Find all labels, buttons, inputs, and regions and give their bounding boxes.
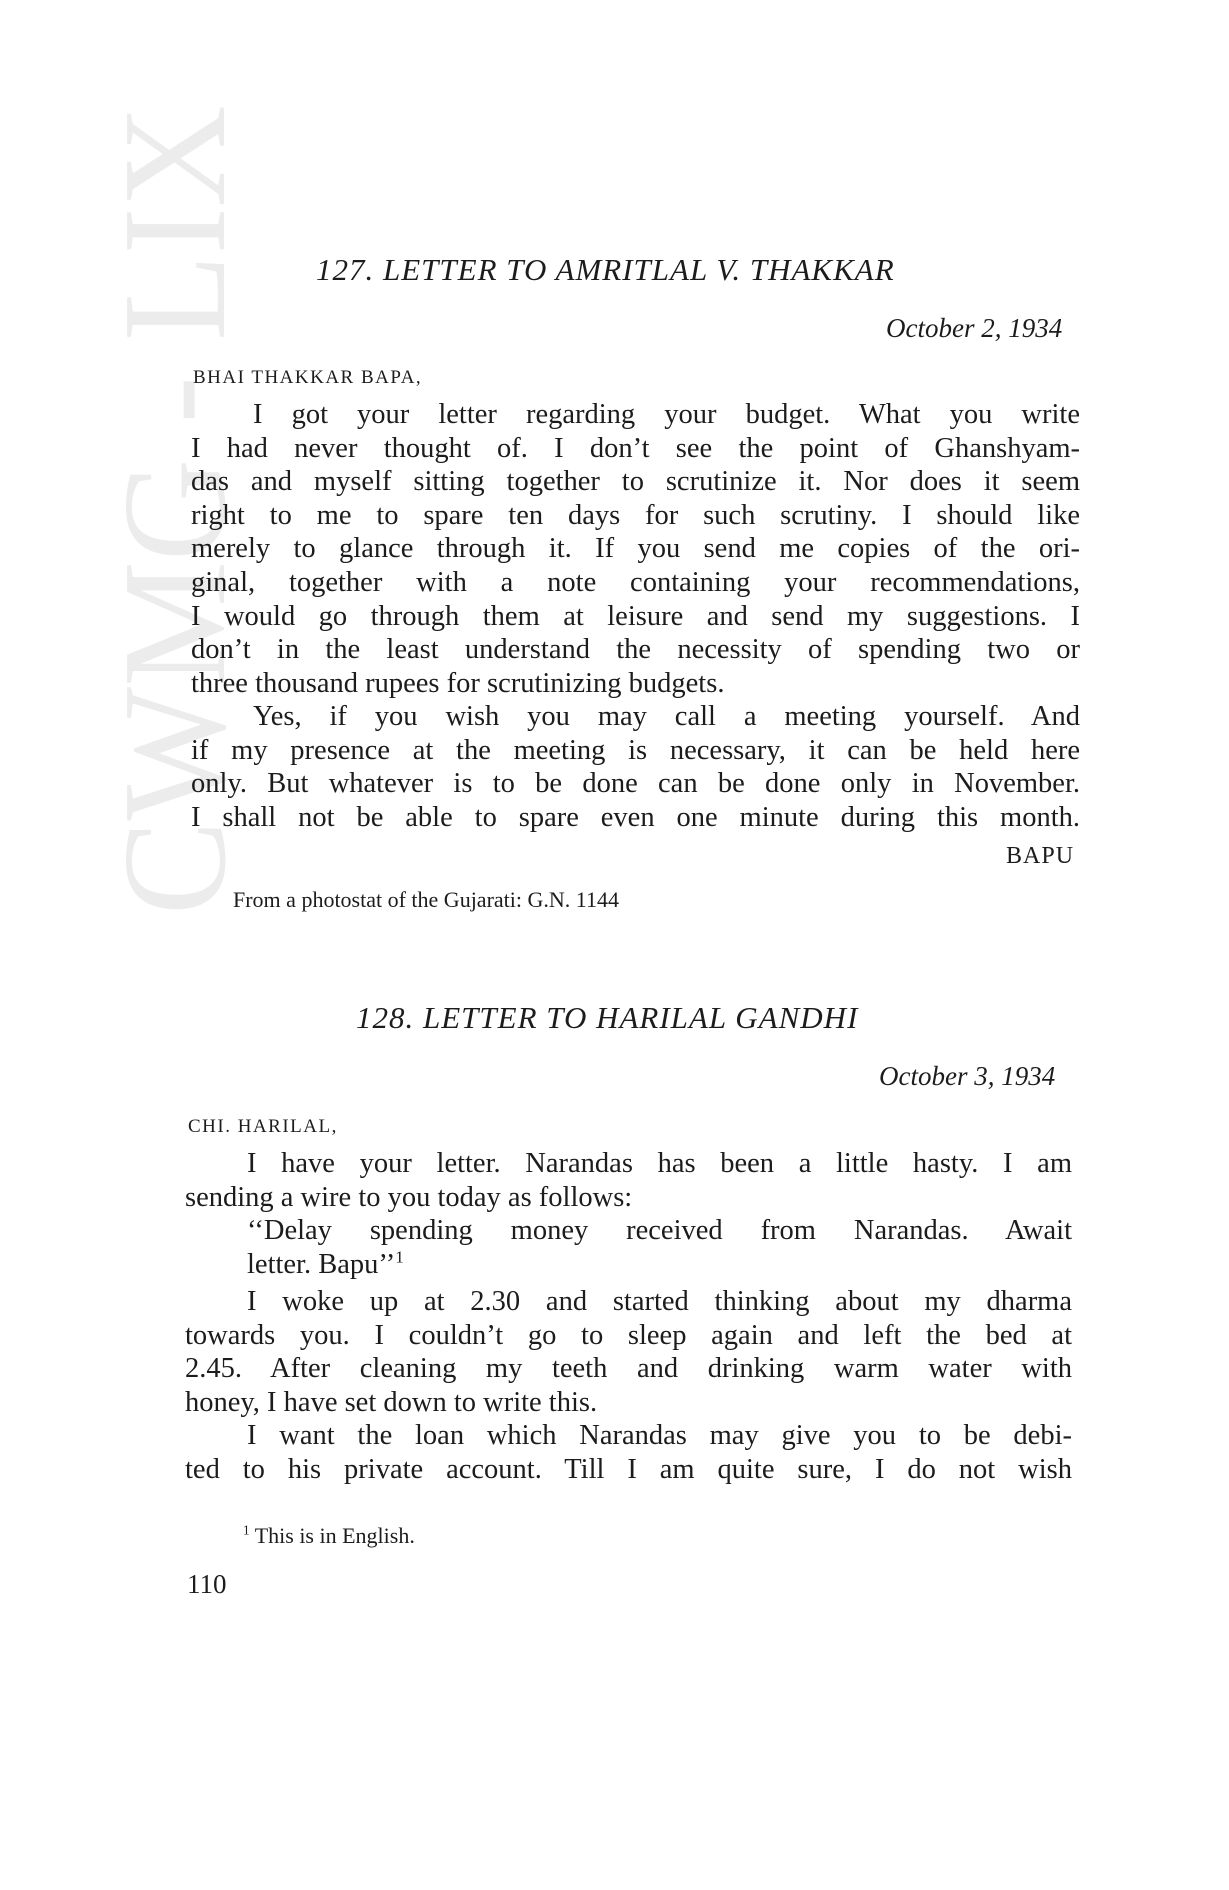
text-line: ted to his private account. Till I am quite sure, I do not wish xyxy=(185,1453,1072,1485)
letter-127-source: From a photostat of the Gujarati: G.N. 1144 xyxy=(233,887,619,912)
page-number: 110 xyxy=(187,1569,227,1599)
text-line: three thousand rupees for scrutinizing budgets. xyxy=(191,667,725,699)
quote-line xyxy=(247,1248,1072,1282)
text-line: I had never thought of. I don’t see the point of Ghanshyam- xyxy=(191,432,1080,464)
quote-text: letter. Bapu’’ xyxy=(247,1248,396,1280)
letter-128-quote xyxy=(247,1214,1072,1281)
text-line: towards you. I couldn’t go to sleep again and left the bed at xyxy=(185,1319,1072,1351)
letter-127-paragraph-1 xyxy=(191,398,1080,700)
text-line: don’t in the least understand the necessity of spending two or xyxy=(191,634,1080,666)
text-line: if my presence at the meeting is necessary, it can be held here xyxy=(191,734,1080,766)
text-line: only. But whatever is to be done can be done only in November. xyxy=(191,768,1080,800)
watermark-text: CWMG - LIX xyxy=(93,68,257,915)
text-line: I got your letter regarding your budget. What you write xyxy=(253,399,1080,430)
letter-127-signature: BAPU xyxy=(1006,843,1075,869)
text-line: I want the loan which Narandas may give you to be debi- xyxy=(247,1420,1072,1451)
letter-127-date: October 2, 1934 xyxy=(886,313,1063,343)
text-line: 2.45. After cleaning my teeth and drinking warm water with xyxy=(185,1353,1072,1385)
text-line: honey, I have set down to write this. xyxy=(185,1386,598,1418)
quote-line: ‘‘Delay spending money received from Narandas. Await xyxy=(247,1215,1072,1246)
footnote-text: This is in English. xyxy=(254,1523,415,1548)
text-line: I have your letter. Narandas has been a little hasty. I am xyxy=(247,1148,1072,1179)
letter-127-salutation: BHAI THAKKAR BAPA, xyxy=(193,367,423,388)
text-line: I would go through them at leisure and send my suggestions. I xyxy=(191,600,1080,632)
text-line: Yes, if you wish you may call a meeting yourself. And xyxy=(253,701,1080,732)
letter-128-paragraph-2 xyxy=(185,1285,1072,1419)
letter-128-salutation: CHI. HARILAL, xyxy=(188,1116,338,1137)
letter-127-paragraph-2 xyxy=(191,700,1080,834)
footnote xyxy=(243,1523,415,1549)
letter-128-paragraph-1 xyxy=(185,1147,1072,1214)
text-line: I shall not be able to spare even one minute during this month. xyxy=(191,801,1080,833)
text-line: das and myself sitting together to scrutinize it. Nor does it seem xyxy=(191,466,1080,498)
text-line: sending a wire to you today as follows: xyxy=(185,1181,633,1213)
footnote-marker: 1 xyxy=(243,1522,250,1538)
letter-128-date: October 3, 1934 xyxy=(879,1061,1056,1091)
footnote-ref: 1 xyxy=(395,1247,404,1267)
text-line: merely to glance through it. If you send me copies of the ori- xyxy=(191,533,1080,565)
text-line: right to me to spare ten days for such scrutiny. I should like xyxy=(191,499,1080,531)
letter-128-heading: 128. LETTER TO HARILAL GANDHI xyxy=(356,1000,859,1035)
text-line: ginal, together with a note containing your recommendations, xyxy=(191,566,1080,598)
letter-128-paragraph-3 xyxy=(185,1419,1072,1486)
letter-127-heading: 127. LETTER TO AMRITLAL V. THAKKAR xyxy=(316,252,895,287)
text-line: I woke up at 2.30 and started thinking about my dharma xyxy=(247,1286,1072,1317)
